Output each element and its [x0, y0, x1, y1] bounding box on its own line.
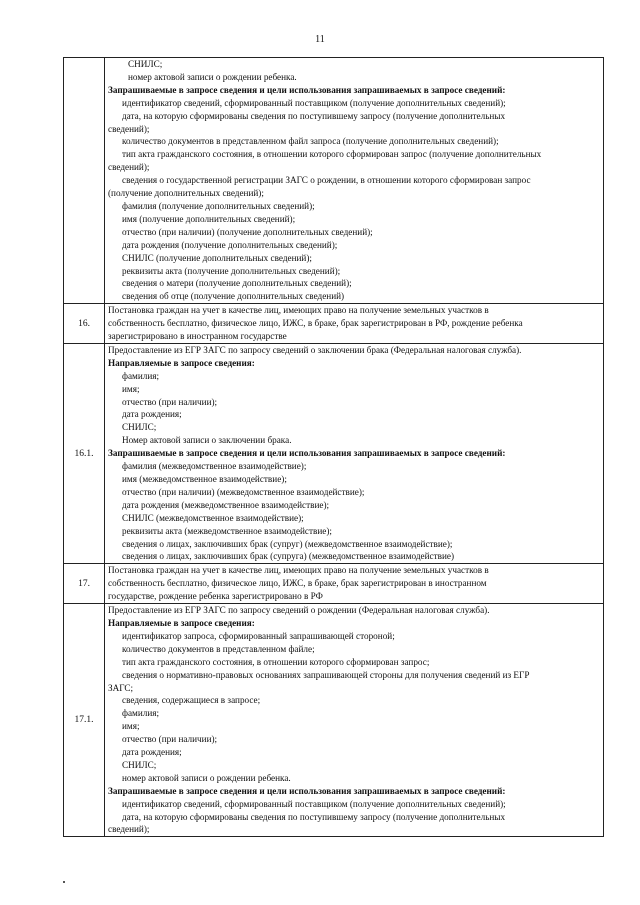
text-line: имя (получение дополнительных сведений);: [122, 213, 296, 224]
text-line: зарегистрировано в иностранном государстве: [108, 331, 287, 342]
text-line: дата рождения;: [122, 747, 182, 758]
text-line: собственность бесплатно, физическое лицо, ИЖС, в браке, брак зарегистрирован в иностранном: [108, 578, 487, 589]
section-heading: Запрашиваемые в запросе сведения и цели использования запрашиваемых в запросе сведений:: [108, 84, 506, 95]
text-line: ЗАГС;: [108, 682, 134, 693]
section-heading: Направляемые в запросе сведения:: [108, 617, 255, 628]
page-number: 11: [315, 34, 325, 45]
text-line: СНИЛС (межведомственное взаимодействие);: [122, 512, 304, 523]
row-content: [105, 564, 604, 604]
row-number: 16.: [64, 304, 105, 344]
text-line: дата, на которую сформированы сведения по поступившему запросу (получение дополнительных: [122, 110, 506, 121]
text-line: сведения о государственной регистрации ЗАГС о рождении, в отношении которого сформирован запрос: [122, 175, 531, 186]
text-line: сведения, содержащиеся в запросе;: [122, 695, 261, 706]
text-line: идентификатор запроса, сформированный запрашивающей стороной;: [122, 630, 395, 641]
text-line: количество документов в представленном файл запроса (получение дополнительных сведений);: [122, 136, 499, 147]
text-line: дата рождения;: [122, 409, 182, 420]
text-line: отчество (при наличии);: [122, 396, 218, 407]
text-line: отчество (при наличии) (межведомственное взаимодействие);: [122, 486, 365, 497]
table-body: [64, 58, 604, 837]
text-line: Предоставление из ЕГР ЗАГС по запросу сведений о рождении (Федеральная налоговая служба).: [108, 605, 490, 616]
text-line: идентификатор сведений, сформированный поставщиком (получение дополнительных сведений);: [122, 97, 506, 108]
scan-speck: [63, 881, 65, 883]
row-number: 16.1.: [64, 343, 105, 563]
text-line: тип акта гражданского состояния, в отношении которого сформирован запрос (получение дополнительных: [122, 149, 542, 160]
text-line: сведения о лицах, заключивших брак (супруга) (межведомственное взаимодействие): [122, 551, 455, 562]
text-line: дата рождения (получение дополнительных сведений);: [122, 239, 338, 250]
text-line: Постановка граждан на учет в качестве лиц, имеющих право на получение земельных участков в: [108, 565, 489, 576]
text-line: (получение дополнительных сведений);: [108, 188, 264, 199]
table-row: [64, 564, 604, 604]
table-row: [64, 58, 604, 304]
section-heading: Запрашиваемые в запросе сведения и цели использования запрашиваемых в запросе сведений:: [108, 448, 506, 459]
text-line: фамилия;: [122, 370, 160, 381]
text-line: сведений);: [108, 162, 150, 173]
text-line: номер актовой записи о рождении ребенка.: [128, 71, 297, 82]
row-content: [105, 304, 604, 344]
row-number: 17.1.: [64, 604, 105, 837]
text-line: количество документов в представленном файле;: [122, 643, 315, 654]
text-line: имя;: [122, 721, 140, 732]
text-line: фамилия;: [122, 708, 160, 719]
row-number: [64, 58, 105, 304]
text-line: идентификатор сведений, сформированный поставщиком (получение дополнительных сведений);: [122, 798, 506, 809]
table-row: [64, 343, 604, 563]
text-line: сведений);: [108, 824, 150, 835]
text-line: тип акта гражданского состояния, в отношении которого сформирован запрос;: [122, 656, 430, 667]
text-line: имя;: [122, 383, 140, 394]
section-heading: Запрашиваемые в запросе сведения и цели использования запрашиваемых в запросе сведений:: [108, 785, 506, 796]
text-line: государстве, рождение ребенка зарегистрировано в РФ: [108, 591, 323, 602]
text-line: собственность бесплатно, физическое лицо, ИЖС, в браке, брак зарегистрирован в РФ, рождение ребенка: [108, 318, 523, 329]
text-line: имя (межведомственное взаимодействие);: [122, 474, 287, 484]
text-line: СНИЛС;: [122, 759, 157, 770]
text-line: фамилия (межведомственное взаимодействие);: [122, 461, 307, 472]
text-line: отчество (при наличии);: [122, 734, 218, 745]
table-row: [64, 604, 604, 837]
table-row: [64, 304, 604, 344]
text-line: Предоставление из ЕГР ЗАГС по запросу сведений о заключении брака (Федеральная налоговая служба).: [108, 344, 522, 355]
text-line: Номер актовой записи о заключении брака.: [122, 435, 292, 446]
text-line: СНИЛС;: [122, 422, 157, 433]
text-line: сведения о нормативно-правовых основаниях запрашивающей стороны для получения сведений из ЕГР: [122, 669, 530, 680]
text-line: дата, на которую сформированы сведения по поступившему запросу (получение дополнительных: [122, 811, 506, 822]
text-line: СНИЛС;: [128, 59, 163, 69]
row-content: [105, 604, 604, 837]
text-line: реквизиты акта (получение дополнительных сведений);: [122, 265, 341, 276]
row-content: [105, 343, 604, 563]
text-line: сведения об отце (получение дополнительных сведений): [122, 291, 345, 302]
text-line: дата рождения (межведомственное взаимодействие);: [122, 499, 330, 510]
text-line: номер актовой записи о рождении ребенка.: [122, 772, 291, 783]
row-number: 17.: [64, 564, 105, 604]
text-line: сведений);: [108, 123, 150, 134]
text-line: сведения о лицах, заключивших брак (супруг) (межведомственное взаимодействие);: [122, 538, 453, 549]
text-line: сведения о матери (получение дополнительных сведений);: [122, 278, 352, 289]
section-heading: Направляемые в запросе сведения:: [108, 357, 255, 368]
row-content: [105, 58, 604, 304]
text-line: Постановка граждан на учет в качестве лиц, имеющих право на получение земельных участков в: [108, 305, 489, 316]
requirements-table: [63, 57, 604, 837]
text-line: отчество (при наличии) (получение дополнительных сведений);: [122, 226, 373, 237]
text-line: СНИЛС (получение дополнительных сведений);: [122, 252, 312, 263]
text-line: фамилия (получение дополнительных сведений);: [122, 200, 315, 211]
text-line: реквизиты акта (межведомственное взаимодействие);: [122, 525, 332, 536]
